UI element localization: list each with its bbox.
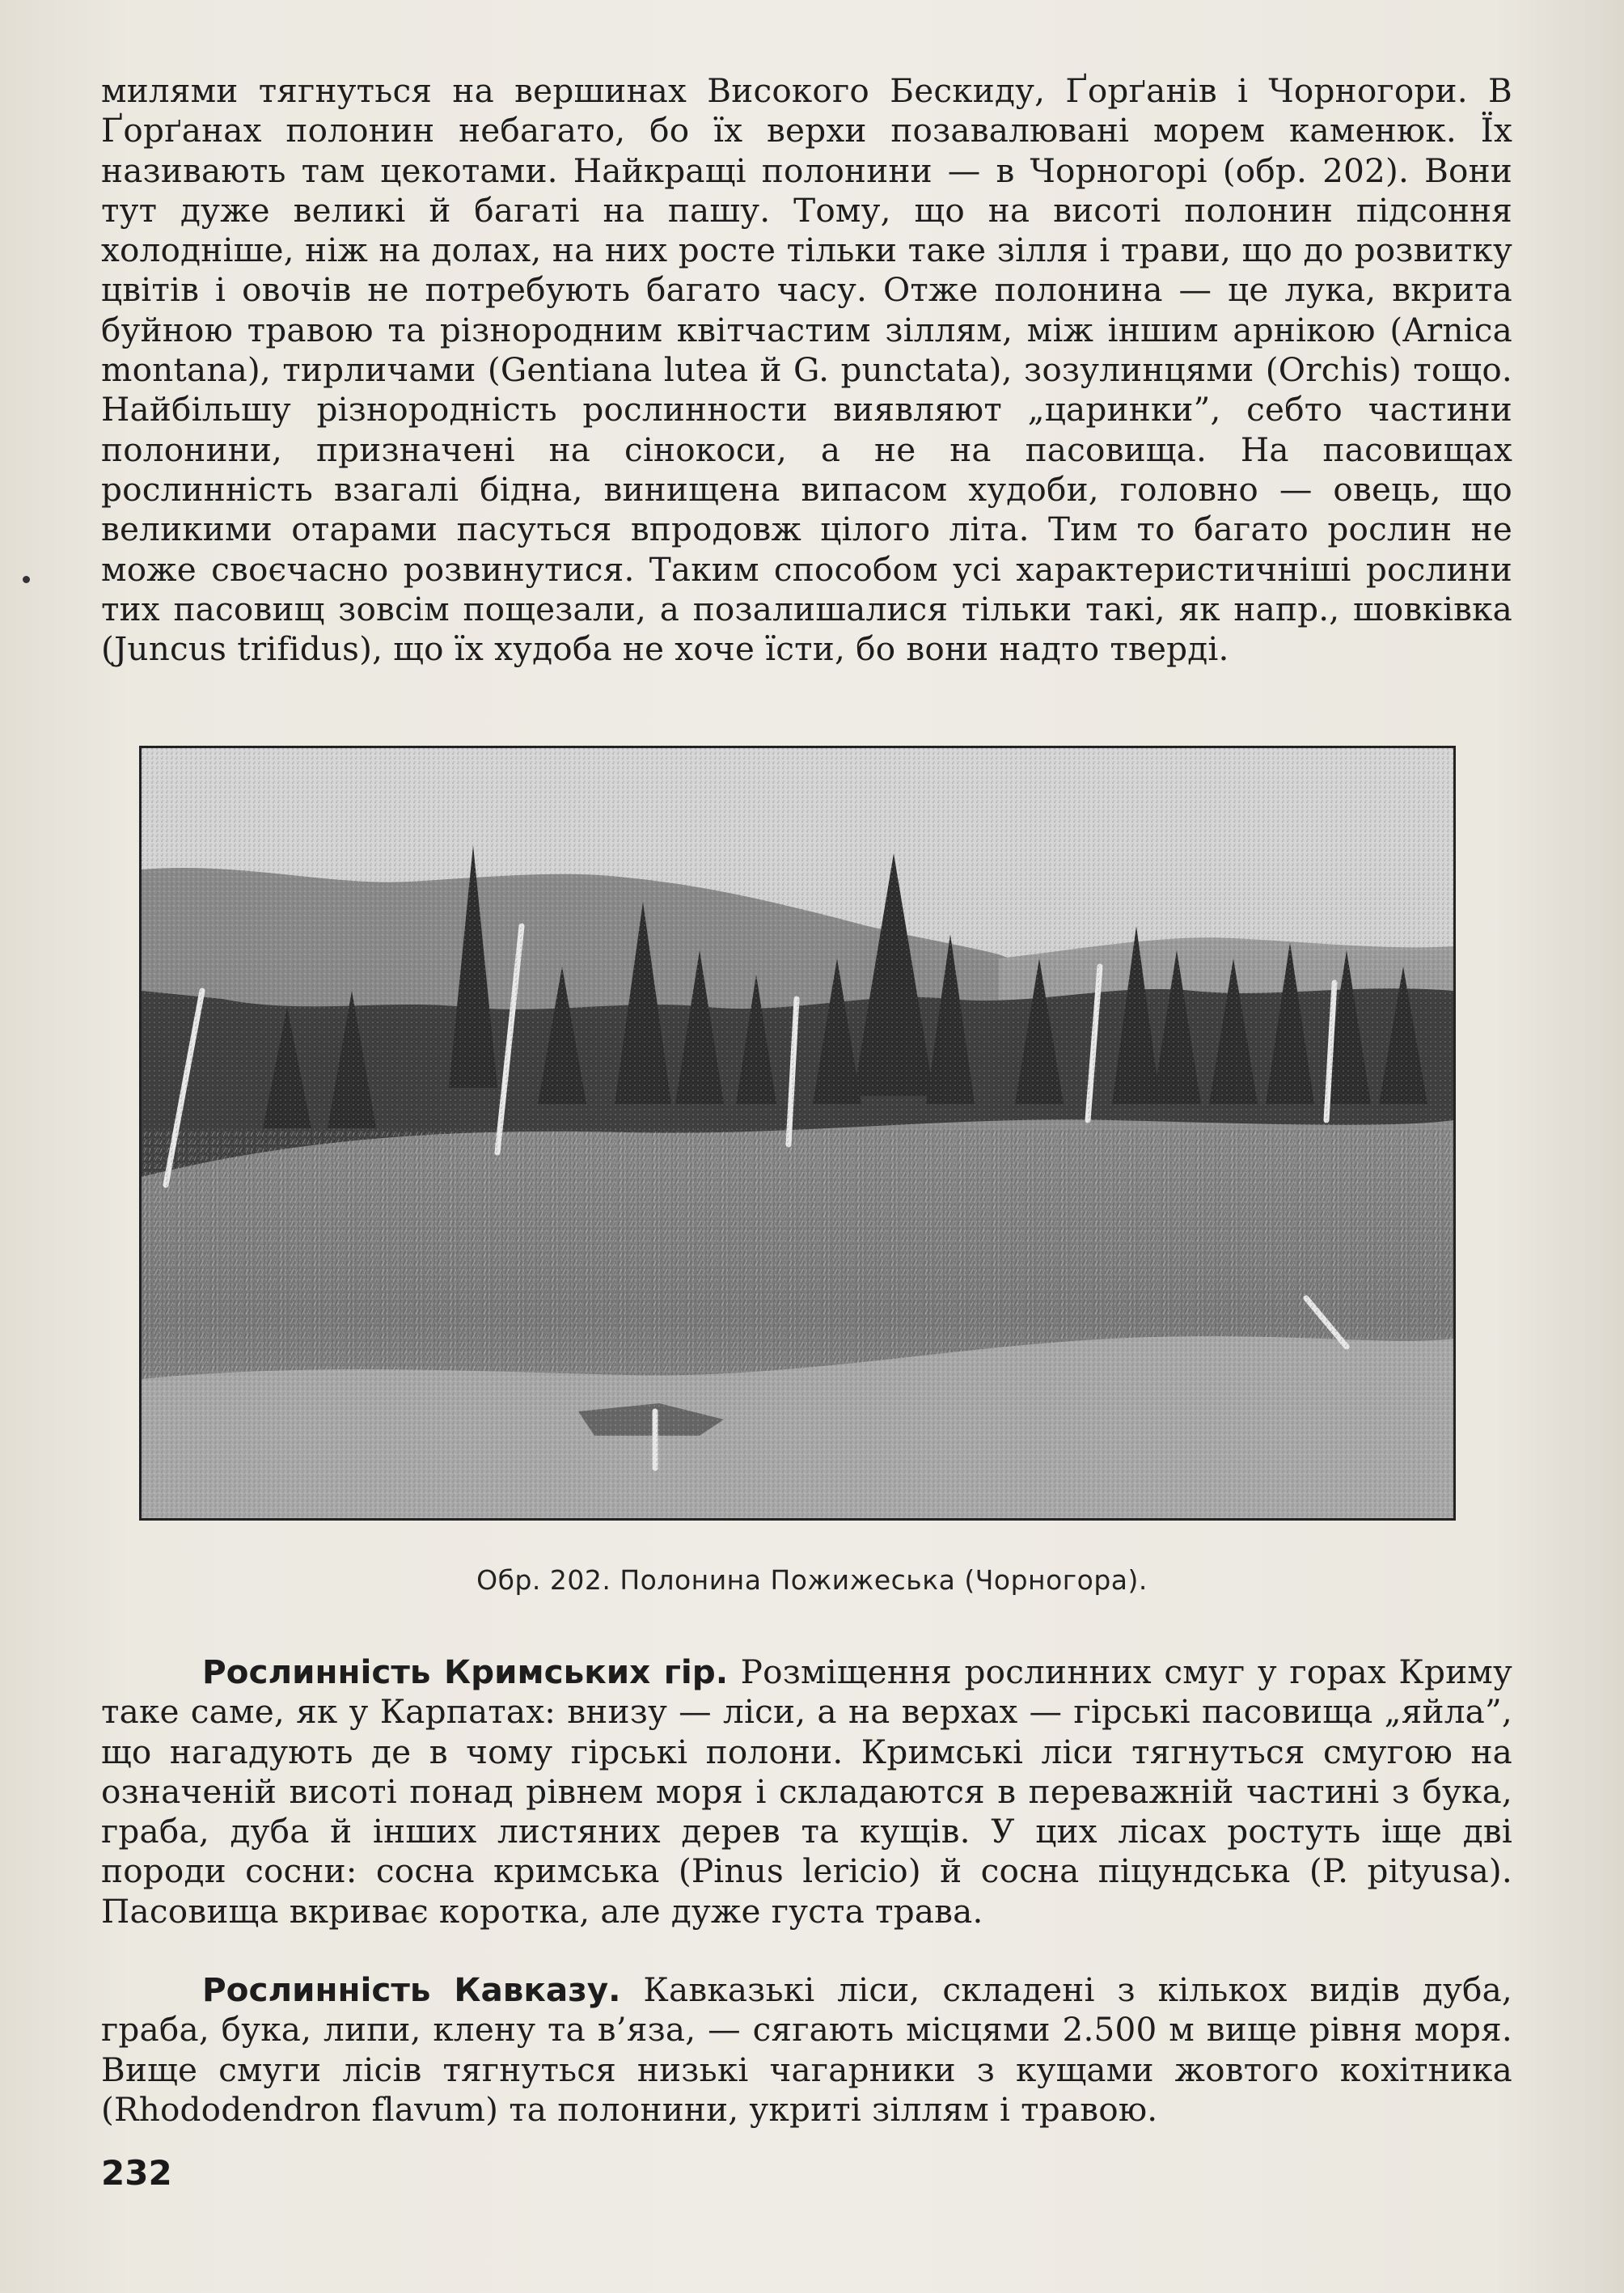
text-crimea: Розміщення рослинних смуг у горах Криму таке саме, як у Карпатах: внизу — ліси, а на верхах — гірські пасовища „яйла”, що нагадують де в чому гірські полони. Кримські ліси тягнуться смугою на означеній висоті понад рівнем моря і складаются в переважній частині з бука, граба, дуба й інших листяних дерев та кущів. У цих лісах ростуть іще дві породи сосни: сосна кримська (Pinus lericio) й сосна піцундська (P. pityusa). Пасовища вкриває коротка, але дуже густа трава. [101,1652,1513,1931]
paragraph-crimea [101,1652,1512,1931]
heading-caucasus: Рослинність Кавказу. [202,1970,621,2009]
heading-crimea: Рослинність Кримських гір. [202,1652,729,1691]
paragraph-caucasus [101,1970,1512,2130]
figure-photo-polonyna [139,746,1456,1521]
body-text-top [101,71,1512,669]
section-crimea [101,1652,1512,1931]
print-speck [23,576,30,583]
photo-grain [142,748,1453,1518]
figure-caption: Обр. 202. Полонина Пожижеська (Чорногора). [476,1564,1148,1596]
text-caucasus: Кавказькі ліси, складені з кількох видів дуба, граба, бука, липи, клену та в’яза, — сягають місцями 2.500 м вище рівня моря. Вище смуги лісів тягнуться низькі чагарники з кущами жовтого кохітника (Rhododendron flavum) та полонини, укриті зіллям і травою. [101,1970,1512,2129]
page-number: 232 [101,2153,172,2193]
section-caucasus [101,1970,1512,2130]
landscape-photo [142,748,1453,1518]
paragraph-polonyny: милями тягнуться на вершинах Високого Бескиду, Ґорґанів і Чорногори. В Ґорґанах полонин небагато, бо їх верхи позавалювані морем каменюк. Їх називають там цекотами. Найкращі полонини — в Чорногорі (обр. 202). Вони тут дуже великі й багаті на пашу. Тому, що на висоті полонин підсоння холодніше, ніж на долах, на них росте тільки таке зілля і трави, що до розвитку цвітів і овочів не потребують багато часу. Отже полонина — це лука, вкрита буйною травою та різнородним квітчастим зіллям, між іншим арнікою (Arnica montana), тирличами (Gentiana lutea й G. punctata), зозулинцями (Orchis) тощо. Найбільшу різнородність рослинности виявляют „царинки”, себто частини полонини, призначені на сінокоси, а не на пасовища. На пасовищах рослинність взагалі бідна, винищена випасом худоби, головно — овець, що великими отарами пасуться впродовж цілого літа. Тим то багато рослин не може своєчасно розвинутися. Таким способом усі характеристичніші рослини тих пасовищ зовсім пощезали, а позалишалися тільки такі, як напр., шовківка (Juncus trifidus), що їх худоба не хоче їсти, бо вони надто тверді. [101,71,1512,669]
